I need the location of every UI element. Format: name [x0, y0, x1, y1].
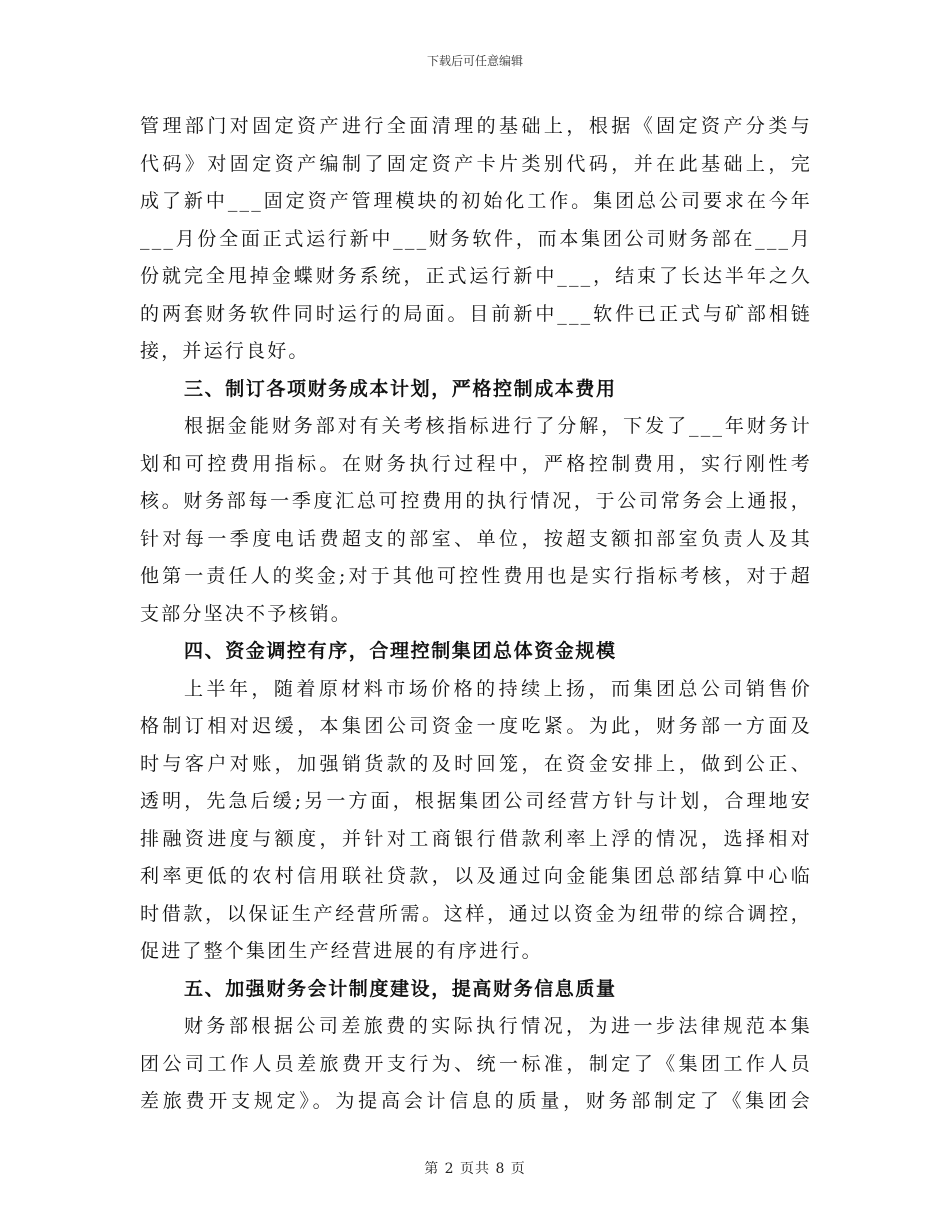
- text-line: 财务部根据公司差旅费的实际执行情况，为进一步法律规范本集: [184, 1015, 812, 1037]
- text-line: 上半年，随着原材料市场价格的持续上扬，而集团总公司销售价: [184, 677, 812, 700]
- text-line: 时与客户对账，加强销货款的及时回笼，在资金安排上，做到公正、: [140, 752, 812, 775]
- text-line: 的两套财务软件同时运行的局面。目前新中___软件已正式与矿部相链: [140, 302, 812, 325]
- paragraph: [140, 671, 812, 971]
- text-line: 支部分坚决不予核销。: [140, 602, 353, 625]
- text-line: 时借款，以保证生产经营所需。这样，通过以资金为纽带的综合调控，: [140, 902, 812, 925]
- text-line: 划和可控费用指标。在财务执行过程中，严格控制费用，实行刚性考: [140, 452, 812, 475]
- page-number: 第 2 页共 8 页: [424, 1161, 526, 1177]
- paragraph: [140, 108, 812, 371]
- paragraph: [140, 408, 812, 633]
- document-body: [140, 108, 812, 1121]
- text-line: 他第一责任人的奖金;对于其他可控性费用也是实行指标考核，对于超: [140, 565, 812, 587]
- text-line: 根据金能财务部对有关考核指标进行了分解，下发了___年财务计: [184, 415, 812, 437]
- text-line: 利率更低的农村信用联社贷款，以及通过向金能集团总部结算中心临: [140, 865, 812, 887]
- text-line: ___月份全面正式运行新中___财务软件，而本集团公司财务部在___月: [140, 227, 812, 250]
- text-line: 针对每一季度电话费超支的部室、单位，按超支额扣部室负责人及其: [140, 527, 812, 550]
- page-header-note: 下载后可任意编辑: [426, 54, 523, 68]
- text-line: 管理部门对固定资产进行全面清理的基础上，根据《固定资产分类与: [140, 115, 812, 137]
- text-line: 代码》对固定资产编制了固定资产卡片类别代码，并在此基础上，完: [140, 152, 812, 175]
- text-line: 份就完全甩掉金蝶财务系统，正式运行新中___，结束了长达半年之久: [140, 265, 812, 287]
- text-line: 接，并运行良好。: [140, 340, 310, 362]
- text-line: 团公司工作人员差旅费开支行为、统一标准，制定了《集团工作人员: [140, 1052, 812, 1075]
- section-heading: 五、加强财务会计制度建设，提高财务信息质量: [184, 977, 617, 1000]
- text-line: 格制订相对迟缓，本集团公司资金一度吃紧。为此，财务部一方面及: [140, 715, 812, 737]
- text-line: 成了新中___固定资产管理模块的初始化工作。集团总公司要求在今年: [140, 190, 812, 212]
- section-heading: 三、制订各项财务成本计划，严格控制成本费用: [184, 377, 617, 400]
- paragraph: [140, 1008, 812, 1121]
- text-line: 排融资进度与额度，并针对工商银行借款利率上浮的情况，选择相对: [140, 827, 812, 850]
- section-heading: 四、资金调控有序，合理控制集团总体资金规模: [184, 640, 617, 662]
- text-line: 核。财务部每一季度汇总可控费用的执行情况，于公司常务会上通报，: [140, 490, 812, 512]
- text-line: 差旅费开支规定》。为提高会计信息的质量，财务部制定了《集团会: [140, 1090, 812, 1112]
- text-line: 透明，先急后缓;另一方面，根据集团公司经营方针与计划，合理地安: [140, 790, 812, 812]
- text-line: 促进了整个集团生产经营进展的有序进行。: [140, 940, 543, 962]
